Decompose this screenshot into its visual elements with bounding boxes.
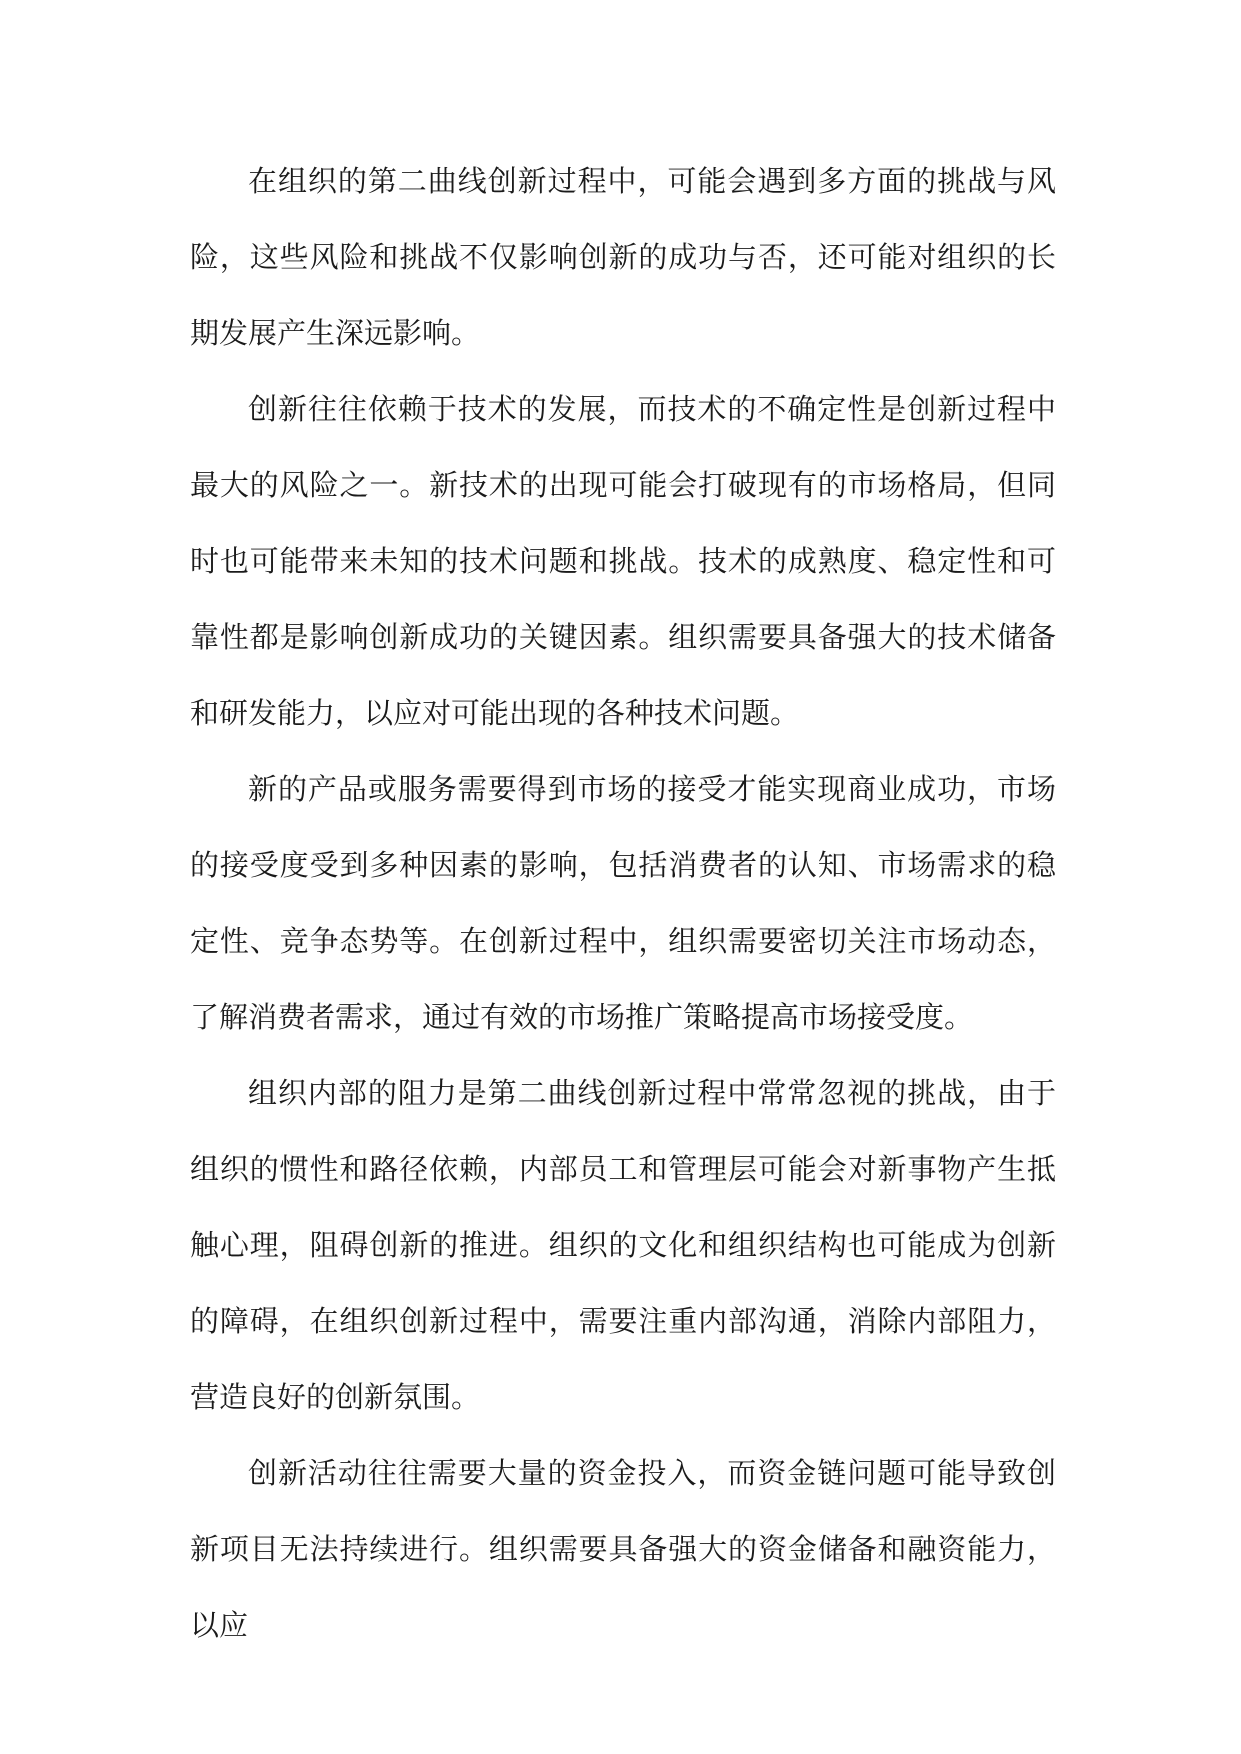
paragraph-technology-risk: 创新往往依赖于技术的发展，而技术的不确定性是创新过程中最大的风险之一。新技术的出现可能会打破现有的市场格局，但同时也可能带来未知的技术问题和挑战。技术的成熟度、稳定性和可靠性都是影响创新成功的关键因素。组织需要具备强大的技术储备和研发能力，以应对可能出现的各种技术问题。 <box>190 392 1056 730</box>
paragraph-market-risk: 新的产品或服务需要得到市场的接受才能实现商业成功，市场的接受度受到多种因素的影响，包括消费者的认知、市场需求的稳定性、竞争态势等。在创新过程中，组织需要密切关注市场动态，了解消费者需求，通过有效的市场推广策略提高市场接受度。 <box>190 772 1056 1034</box>
paragraph-funding-risk: 创新活动往往需要大量的资金投入，而资金链问题可能导致创新项目无法持续进行。组织需要具备强大的资金储备和融资能力，以应 <box>190 1456 1056 1642</box>
paragraph-internal-resistance: 组织内部的阻力是第二曲线创新过程中常常忽视的挑战，由于组织的惯性和路径依赖，内部员工和管理层可能会对新事物产生抵触心理，阻碍创新的推进。组织的文化和组织结构也可能成为创新的障碍，在组织创新过程中，需要注重内部沟通，消除内部阻力，营造良好的创新氛围。 <box>190 1076 1056 1414</box>
paragraph-intro: 在组织的第二曲线创新过程中，可能会遇到多方面的挑战与风险，这些风险和挑战不仅影响创新的成功与否，还可能对组织的长期发展产生深远影响。 <box>190 164 1056 350</box>
document-body <box>190 143 1056 1663</box>
